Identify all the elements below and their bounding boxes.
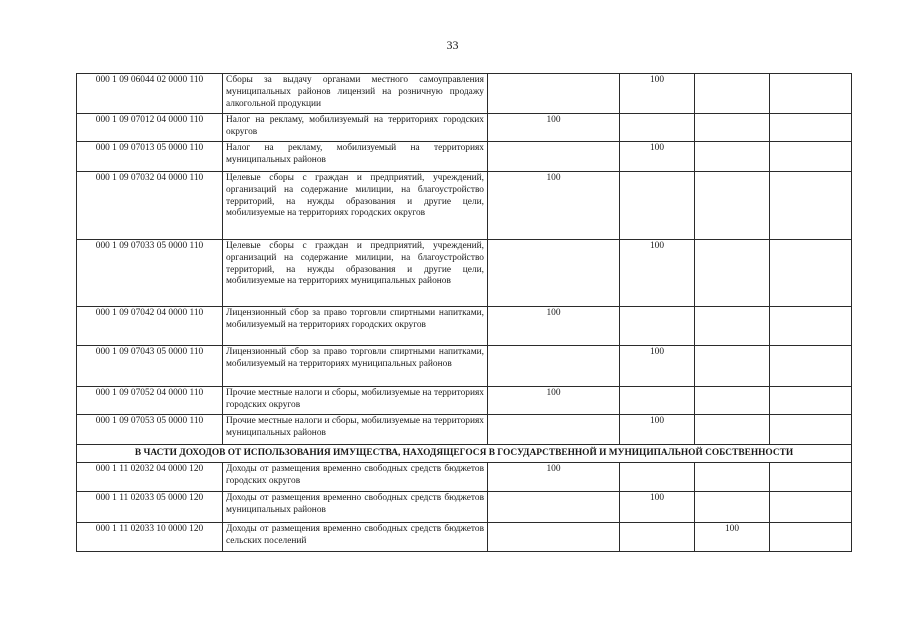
budget-classification-code: 000 1 11 02033 10 0000 120 [77, 523, 223, 552]
revenue-description: Целевые сборы с граждан и предприятий, учреждений, организаций на содержание милиции, на благоустройство территорий, на нужды образования и другие цели, мобилизуемые на территориях муниципальных районов [223, 240, 488, 307]
share-city-districts [488, 74, 620, 114]
budget-classification-code: 000 1 09 07043 05 0000 110 [77, 346, 223, 387]
budget-classification-code: 000 1 09 07053 05 0000 110 [77, 415, 223, 445]
revenue-description: Налог на рекламу, мобилизуемый на территориях муниципальных районов [223, 142, 488, 172]
share-other [770, 492, 852, 523]
share-other [770, 387, 852, 415]
share-rural-settlements [695, 387, 770, 415]
revenue-description: Доходы от размещения временно свободных средств бюджетов муниципальных районов [223, 492, 488, 523]
table-row [77, 142, 852, 172]
budget-classification-code: 000 1 09 07052 04 0000 110 [77, 387, 223, 415]
revenue-description: Прочие местные налоги и сборы, мобилизуемые на территориях городских округов [223, 387, 488, 415]
revenue-description: Доходы от размещения временно свободных средств бюджетов сельских поселений [223, 523, 488, 552]
table-row [77, 415, 852, 445]
revenue-description: Налог на рекламу, мобилизуемый на территориях городских округов [223, 114, 488, 142]
budget-classification-code: 000 1 11 02033 05 0000 120 [77, 492, 223, 523]
share-rural-settlements [695, 415, 770, 445]
revenue-description: Лицензионный сбор за право торговли спиртными напитками, мобилизуемый на территориях муниципальных районов [223, 346, 488, 387]
share-municipal-districts [620, 387, 695, 415]
table-row [77, 74, 852, 114]
page-number: 33 [446, 38, 459, 52]
share-other [770, 463, 852, 492]
share-municipal-districts [620, 114, 695, 142]
share-other [770, 523, 852, 552]
table-row [77, 172, 852, 240]
budget-classification-code: 000 1 11 02032 04 0000 120 [77, 463, 223, 492]
share-city-districts: 100 [488, 307, 620, 346]
share-city-districts [488, 415, 620, 445]
share-rural-settlements: 100 [695, 523, 770, 552]
revenue-description: Лицензионный сбор за право торговли спиртными напитками, мобилизуемый на территориях городских округов [223, 307, 488, 346]
share-rural-settlements [695, 240, 770, 307]
share-municipal-districts [620, 523, 695, 552]
share-rural-settlements [695, 114, 770, 142]
share-city-districts [488, 240, 620, 307]
share-other [770, 415, 852, 445]
budget-classification-code: 000 1 09 07012 04 0000 110 [77, 114, 223, 142]
table-row [77, 346, 852, 387]
share-city-districts [488, 142, 620, 172]
share-rural-settlements [695, 74, 770, 114]
table-row [77, 307, 852, 346]
share-other [770, 240, 852, 307]
share-rural-settlements [695, 172, 770, 240]
share-city-districts: 100 [488, 172, 620, 240]
share-city-districts [488, 492, 620, 523]
share-city-districts: 100 [488, 387, 620, 415]
budget-classification-code: 000 1 09 06044 02 0000 110 [77, 74, 223, 114]
table-row [77, 114, 852, 142]
share-rural-settlements [695, 492, 770, 523]
share-municipal-districts: 100 [620, 492, 695, 523]
table-row [77, 492, 852, 523]
share-other [770, 74, 852, 114]
table-row [77, 523, 852, 552]
share-city-districts: 100 [488, 114, 620, 142]
table-body [77, 74, 852, 552]
share-city-districts: 100 [488, 463, 620, 492]
share-municipal-districts [620, 463, 695, 492]
share-other [770, 172, 852, 240]
share-municipal-districts [620, 172, 695, 240]
share-city-districts [488, 346, 620, 387]
budget-classification-code: 000 1 09 07013 05 0000 110 [77, 142, 223, 172]
share-municipal-districts: 100 [620, 415, 695, 445]
revenue-distribution-table [76, 73, 852, 552]
share-rural-settlements [695, 346, 770, 387]
table-row [77, 463, 852, 492]
share-other [770, 346, 852, 387]
share-other [770, 307, 852, 346]
share-rural-settlements [695, 142, 770, 172]
section-heading: В ЧАСТИ ДОХОДОВ ОТ ИСПОЛЬЗОВАНИЯ ИМУЩЕСТВА, НАХОДЯЩЕГОСЯ В ГОСУДАРСТВЕННОЙ И МУНИЦИПАЛЬНОЙ СОБСТВЕННОСТИ [77, 445, 852, 463]
share-municipal-districts: 100 [620, 240, 695, 307]
share-other [770, 114, 852, 142]
section-heading-row [77, 445, 852, 463]
share-municipal-districts: 100 [620, 74, 695, 114]
share-rural-settlements [695, 463, 770, 492]
table-row [77, 240, 852, 307]
share-rural-settlements [695, 307, 770, 346]
budget-classification-code: 000 1 09 07042 04 0000 110 [77, 307, 223, 346]
share-city-districts [488, 523, 620, 552]
table-row [77, 387, 852, 415]
share-other [770, 142, 852, 172]
revenue-description: Целевые сборы с граждан и предприятий, учреждений, организаций на содержание милиции, на благоустройство территорий, на нужды образования и другие цели, мобилизуемые на территориях городских округов [223, 172, 488, 240]
budget-classification-code: 000 1 09 07033 05 0000 110 [77, 240, 223, 307]
share-municipal-districts: 100 [620, 142, 695, 172]
share-municipal-districts: 100 [620, 346, 695, 387]
revenue-description: Прочие местные налоги и сборы, мобилизуемые на территориях муниципальных районов [223, 415, 488, 445]
share-municipal-districts [620, 307, 695, 346]
revenue-description: Доходы от размещения временно свободных средств бюджетов городских округов [223, 463, 488, 492]
revenue-description: Сборы за выдачу органами местного самоуправления муниципальных районов лицензий на розничную продажу алкогольной продукции [223, 74, 488, 114]
budget-classification-code: 000 1 09 07032 04 0000 110 [77, 172, 223, 240]
